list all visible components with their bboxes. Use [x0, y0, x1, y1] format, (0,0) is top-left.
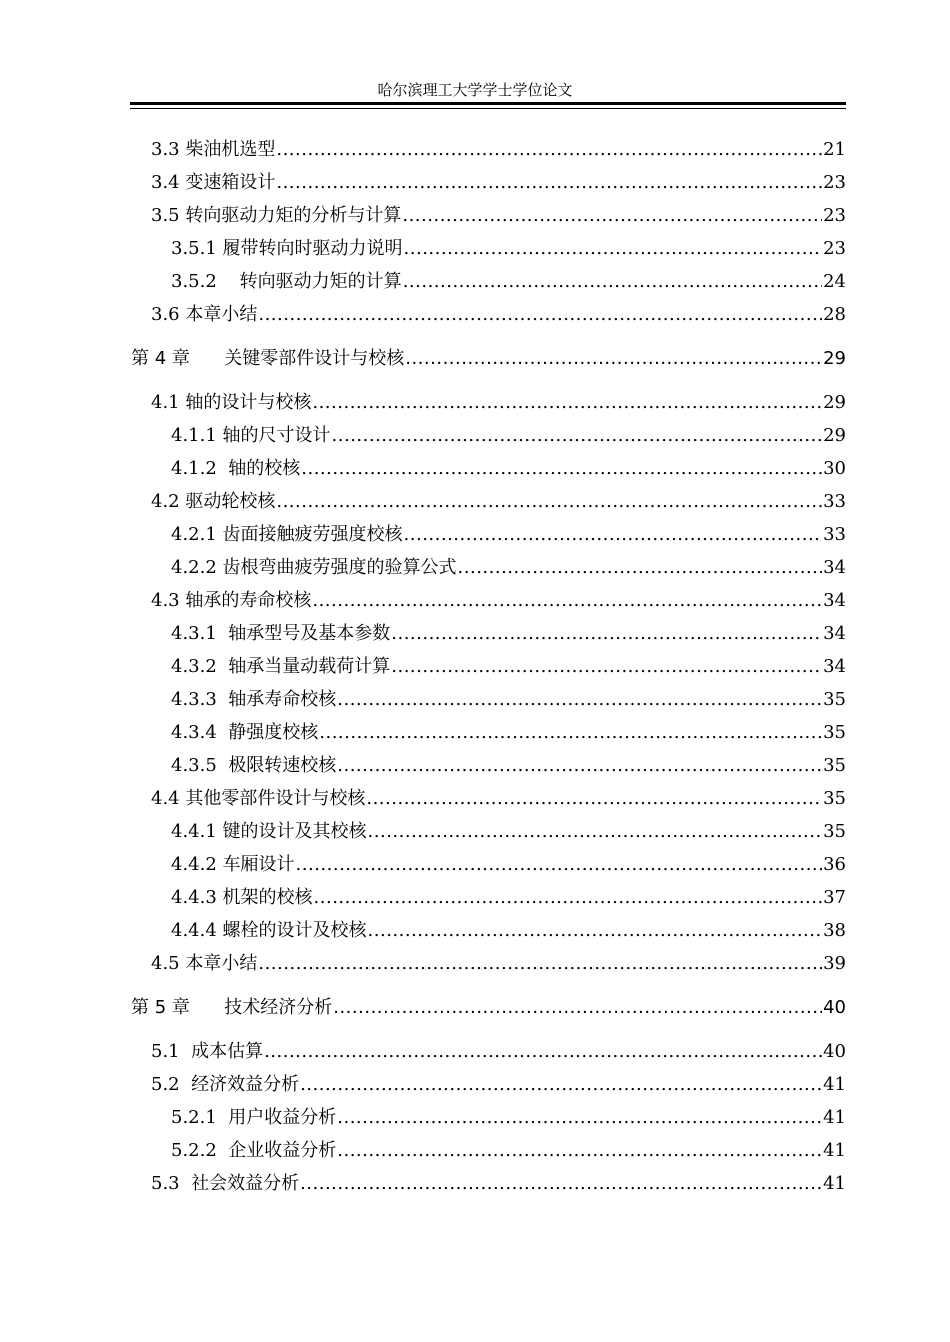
- toc-entry-page-number: 37: [823, 887, 846, 908]
- toc-entry-page-number: 35: [823, 722, 846, 743]
- toc-entry-title: 3.6 本章小结: [151, 304, 258, 325]
- toc-entry-page-number: 38: [823, 920, 846, 941]
- toc-entry[interactable]: [0, 1165, 846, 1195]
- toc-entry-title: 4.3.3 轴承寿命校核: [171, 689, 337, 710]
- toc-leader-dots: [300, 1173, 822, 1195]
- toc-entry[interactable]: [0, 648, 846, 678]
- toc-entry-page-number: 35: [823, 755, 846, 776]
- toc-entry-title: 第 5 章 技术经济分析: [131, 997, 333, 1018]
- toc-entry-title: 3.3 柴油机选型: [151, 139, 276, 160]
- toc-leader-dots: [332, 425, 823, 447]
- toc-entry-title: 4.3.2 轴承当量动载荷计算: [171, 656, 391, 677]
- toc-entry-page-number: 33: [823, 491, 846, 512]
- toc-entry[interactable]: [0, 164, 846, 194]
- toc-entry-title: 4.2 驱动轮校核: [151, 491, 276, 512]
- toc-entry-title: 4.3.5 极限转速校核: [171, 755, 337, 776]
- toc-entry-title: 4.2.1 齿面接触疲劳强度校核: [171, 524, 403, 545]
- toc-entry-title: 4.2.2 齿根弯曲疲劳强度的验算公式: [171, 557, 457, 578]
- toc-entry-title: 3.5 转向驱动力矩的分析与计算: [151, 205, 402, 226]
- toc-entry-page-number: 23: [823, 205, 846, 226]
- toc-entry-title: 3.5.1 履带转向时驱动力说明: [171, 238, 403, 259]
- toc-entry[interactable]: [0, 516, 846, 546]
- toc-entry-page-number: 34: [823, 557, 846, 578]
- toc-entry-page-number: 36: [823, 854, 846, 875]
- toc-entry-page-number: 29: [823, 392, 846, 413]
- toc-entry-title: 4.5 本章小结: [151, 953, 258, 974]
- toc-leader-dots: [458, 557, 823, 579]
- toc-entry-title: 4.3.1 轴承型号及基本参数: [171, 623, 391, 644]
- toc-entry-title: 5.1 成本估算: [151, 1041, 264, 1062]
- toc-entry-title: 5.3 社会效益分析: [151, 1173, 300, 1194]
- toc-leader-dots: [319, 722, 822, 744]
- toc-entry-title: 3.4 变速箱设计: [151, 172, 276, 193]
- toc-entry-page-number: 35: [823, 788, 846, 809]
- toc-entry-page-number: 23: [823, 238, 846, 259]
- toc-leader-dots: [333, 997, 822, 1019]
- toc-entry[interactable]: [0, 714, 846, 744]
- toc-entry-page-number: 35: [823, 689, 846, 710]
- toc-entry-page-number: 30: [823, 458, 846, 479]
- toc-entry-title: 5.2.1 用户收益分析: [171, 1107, 337, 1128]
- toc-entry-page-number: 23: [823, 172, 846, 193]
- toc-leader-dots: [366, 788, 822, 810]
- toc-entry-page-number: 41: [823, 1107, 846, 1128]
- toc-entry[interactable]: [0, 879, 846, 909]
- header-rule-thick: [130, 102, 846, 105]
- toc-chapter-entry[interactable]: [0, 989, 846, 1019]
- toc-entry[interactable]: [0, 681, 846, 711]
- toc-leader-dots: [300, 1074, 822, 1096]
- toc-entry[interactable]: [0, 582, 846, 612]
- toc-leader-dots: [337, 755, 822, 777]
- toc-leader-dots: [402, 205, 822, 227]
- toc-entry-title: 4.4.1 键的设计及其校核: [171, 821, 367, 842]
- toc-entry[interactable]: [0, 1132, 846, 1162]
- toc-entry[interactable]: [0, 945, 846, 975]
- toc-entry-page-number: 41: [823, 1140, 846, 1161]
- toc-entry-title: 4.3.4 静强度校核: [171, 722, 319, 743]
- toc-entry-page-number: 39: [823, 953, 846, 974]
- toc-entry[interactable]: [0, 615, 846, 645]
- header-rule-thin: [130, 108, 846, 109]
- toc-entry[interactable]: [0, 450, 846, 480]
- toc-leader-dots: [337, 1107, 822, 1129]
- toc-entry[interactable]: [0, 1033, 846, 1063]
- toc-entry[interactable]: [0, 296, 846, 326]
- toc-leader-dots: [258, 304, 822, 326]
- toc-entry-page-number: 41: [823, 1074, 846, 1095]
- toc-leader-dots: [312, 392, 822, 414]
- toc-entry[interactable]: [0, 813, 846, 843]
- toc-leader-dots: [337, 1140, 822, 1162]
- toc-entry-title: 第 4 章 关键零部件设计与校核: [131, 348, 405, 369]
- toc-leader-dots: [391, 656, 822, 678]
- toc-entry[interactable]: [0, 747, 846, 777]
- running-header-title: 哈尔滨理工大学学士学位论文: [377, 81, 573, 99]
- toc-entry-page-number: 40: [823, 1041, 846, 1062]
- toc-entry[interactable]: [0, 230, 846, 260]
- toc-entry-page-number: 21: [823, 139, 846, 160]
- toc-entry[interactable]: [0, 131, 846, 161]
- toc-entry-title: 4.4.4 螺栓的设计及校核: [171, 920, 367, 941]
- toc-leader-dots: [404, 238, 823, 260]
- toc-leader-dots: [368, 821, 823, 843]
- toc-leader-dots: [314, 887, 823, 909]
- toc-leader-dots: [337, 689, 822, 711]
- toc-leader-dots: [276, 172, 822, 194]
- toc-entry-page-number: 34: [823, 590, 846, 611]
- toc-chapter-entry[interactable]: [0, 340, 846, 370]
- toc-entry[interactable]: [0, 780, 846, 810]
- toc-entry-page-number: 28: [823, 304, 846, 325]
- toc-leader-dots: [312, 590, 822, 612]
- toc-entry[interactable]: [0, 549, 846, 579]
- toc-leader-dots: [391, 623, 822, 645]
- toc-entry-page-number: 40: [823, 997, 846, 1018]
- toc-entry-page-number: 29: [823, 348, 846, 369]
- toc-entry-page-number: 34: [823, 623, 846, 644]
- toc-entry-title: 4.1.2 轴的校核: [171, 458, 301, 479]
- toc-entry-title: 4.1.1 轴的尺寸设计: [171, 425, 331, 446]
- toc-leader-dots: [403, 271, 822, 293]
- toc-entry-title: 3.5.2 转向驱动力矩的计算: [171, 271, 402, 292]
- toc-leader-dots: [405, 348, 822, 370]
- toc-entry[interactable]: [0, 384, 846, 414]
- toc-entry-page-number: 29: [823, 425, 846, 446]
- toc-entry-page-number: 35: [823, 821, 846, 842]
- toc-leader-dots: [404, 524, 823, 546]
- toc-entry-title: 4.3 轴承的寿命校核: [151, 590, 312, 611]
- toc-entry[interactable]: [0, 197, 846, 227]
- toc-entry[interactable]: [0, 1099, 846, 1129]
- toc-entry-page-number: 41: [823, 1173, 846, 1194]
- toc-entry[interactable]: [0, 846, 846, 876]
- toc-entry-title: 4.1 轴的设计与校核: [151, 392, 312, 413]
- toc-entry-page-number: 34: [823, 656, 846, 677]
- toc-leader-dots: [368, 920, 823, 942]
- toc-entry-title: 4.4.3 机架的校核: [171, 887, 313, 908]
- toc-entry[interactable]: [0, 417, 846, 447]
- toc-leader-dots: [264, 1041, 822, 1063]
- toc-entry-title: 4.4 其他零部件设计与校核: [151, 788, 366, 809]
- toc-leader-dots: [296, 854, 823, 876]
- toc-entry-page-number: 33: [823, 524, 846, 545]
- toc-entry[interactable]: [0, 912, 846, 942]
- toc-entry[interactable]: [0, 1066, 846, 1096]
- toc-entry[interactable]: [0, 263, 846, 293]
- toc-entry-title: 5.2 经济效益分析: [151, 1074, 300, 1095]
- toc-leader-dots: [276, 139, 822, 161]
- toc-leader-dots: [258, 953, 822, 975]
- toc-entry[interactable]: [0, 483, 846, 513]
- toc-leader-dots: [301, 458, 822, 480]
- toc-leader-dots: [276, 491, 822, 513]
- toc-entry-title: 4.4.2 车厢设计: [171, 854, 295, 875]
- toc-entry-page-number: 24: [823, 271, 846, 292]
- toc-entry-title: 5.2.2 企业收益分析: [171, 1140, 337, 1161]
